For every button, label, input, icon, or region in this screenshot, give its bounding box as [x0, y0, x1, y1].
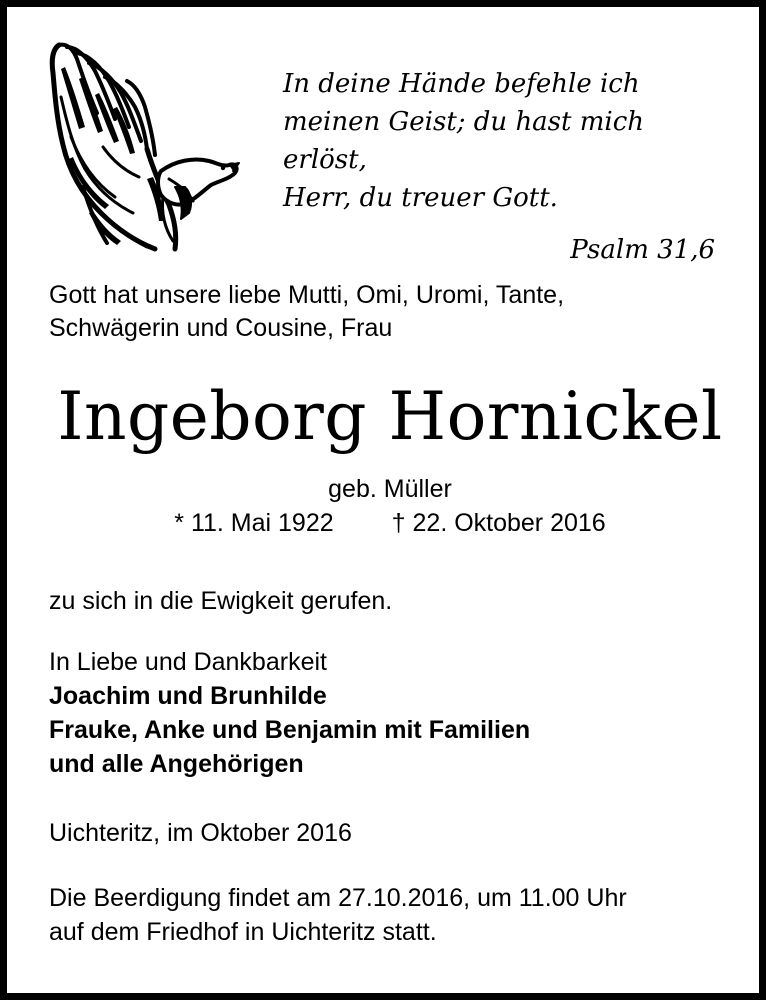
- funeral-line: auf dem Friedhof in Uichteritz statt.: [49, 918, 437, 946]
- life-dates: [7, 507, 766, 539]
- verse-line: meinen Geist; du hast mich: [283, 107, 645, 137]
- birth-date: * 11. Mai 1922: [174, 509, 334, 537]
- mourner-name: Frauke, Anke und Benjamin mit Familien: [49, 716, 531, 744]
- verse-line: In deine Hände befehle ich: [283, 69, 640, 99]
- funeral-line: Die Beerdigung findet am 27.10.2016, um 11.00 Uhr: [49, 884, 627, 912]
- called-text: zu sich in die Ewigkeit gerufen.: [49, 587, 393, 615]
- intro-line: Schwägerin und Cousine, Frau: [49, 314, 393, 342]
- intro-text: [49, 279, 739, 345]
- place-date: Uichteritz, im Oktober 2016: [49, 819, 352, 847]
- praying-hands-dove-icon: [43, 37, 243, 257]
- deceased-name: Ingeborg Hornickel: [57, 378, 723, 455]
- bible-verse: [283, 65, 723, 217]
- death-date: † 22. Oktober 2016: [391, 509, 606, 537]
- mourners-intro: In Liebe und Dankbarkeit: [49, 648, 327, 676]
- mourners-block: [49, 645, 749, 781]
- verse-reference: Psalm 31,6: [570, 235, 715, 265]
- funeral-info: [49, 881, 749, 949]
- intro-line: Gott hat unsere liebe Mutti, Omi, Uromi, Tante,: [49, 281, 565, 309]
- mourner-name: und alle Angehörigen: [49, 750, 304, 778]
- verse-line: erlöst,: [283, 145, 367, 175]
- verse-line: Herr, du treuer Gott.: [283, 183, 558, 213]
- birth-name: geb. Müller: [328, 475, 452, 503]
- mourner-name: Joachim und Brunhilde: [49, 682, 327, 710]
